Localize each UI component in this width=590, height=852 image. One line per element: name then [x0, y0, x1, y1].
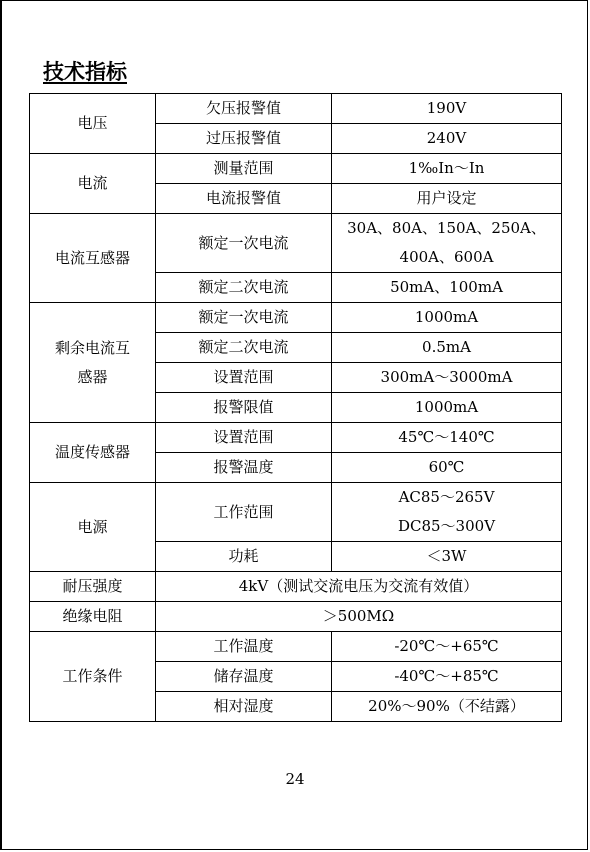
value-line: AC85～265V	[398, 488, 495, 506]
param-cell: 设置范围	[156, 363, 332, 393]
category-cell: 电源	[30, 483, 156, 572]
param-cell: 欠压报警值	[156, 94, 332, 124]
value-cell: 60℃	[332, 453, 562, 483]
param-cell: 过压报警值	[156, 124, 332, 154]
table-row	[30, 154, 562, 184]
value-cell: 240V	[332, 124, 562, 154]
value-cell	[332, 483, 562, 542]
category-cell	[30, 303, 156, 423]
category-cell: 工作条件	[30, 632, 156, 722]
value-cell: 300mA～3000mA	[332, 363, 562, 393]
value-line: 400A、600A	[399, 248, 494, 266]
value-cell: 45℃～140℃	[332, 423, 562, 453]
param-cell: 电流报警值	[156, 184, 332, 214]
param-cell: 设置范围	[156, 423, 332, 453]
param-cell: 额定二次电流	[156, 333, 332, 363]
value-cell: -40℃～+85℃	[332, 662, 562, 692]
value-cell: 50mA、100mA	[332, 273, 562, 303]
param-cell: 功耗	[156, 542, 332, 572]
value-cell: 20%～90%（不结露）	[332, 692, 562, 722]
category-cell: 电流	[30, 154, 156, 214]
category-line: 剩余电流互	[54, 338, 130, 357]
table-row	[30, 303, 562, 333]
table-row	[30, 602, 562, 632]
param-cell: 测量范围	[156, 154, 332, 184]
section-heading: 技术指标	[43, 60, 127, 84]
table-row	[30, 572, 562, 602]
param-cell: 工作范围	[156, 483, 332, 542]
param-cell: 工作温度	[156, 632, 332, 662]
param-cell: 额定一次电流	[156, 214, 332, 273]
table-row	[30, 214, 562, 273]
value-cell: 1000mA	[332, 393, 562, 423]
category-cell: 电流互感器	[30, 214, 156, 303]
category-cell: 绝缘电阻	[30, 602, 156, 632]
spec-table	[29, 93, 562, 722]
table-row	[30, 94, 562, 124]
param-cell: 报警温度	[156, 453, 332, 483]
value-line: 30A、80A、150A、250A、	[347, 219, 546, 237]
value-cell: 4kV（测试交流电压为交流有效值）	[156, 572, 562, 602]
value-cell: 1000mA	[332, 303, 562, 333]
value-line: DC85～300V	[397, 517, 496, 535]
category-cell: 电压	[30, 94, 156, 154]
param-cell: 额定二次电流	[156, 273, 332, 303]
page-number: 24	[285, 770, 305, 788]
table-row	[30, 483, 562, 542]
value-cell: ＜3W	[332, 542, 562, 572]
category-cell: 耐压强度	[30, 572, 156, 602]
value-cell: ＞500MΩ	[156, 602, 562, 632]
value-cell	[332, 214, 562, 273]
table-row	[30, 423, 562, 453]
value-cell: 0.5mA	[332, 333, 562, 363]
param-cell: 相对湿度	[156, 692, 332, 722]
category-line: 感器	[77, 367, 108, 386]
param-cell: 额定一次电流	[156, 303, 332, 333]
table-row	[30, 632, 562, 662]
value-cell: 190V	[332, 94, 562, 124]
value-cell: 用户设定	[332, 184, 562, 214]
param-cell: 报警限值	[156, 393, 332, 423]
value-cell: -20℃～+65℃	[332, 632, 562, 662]
param-cell: 储存温度	[156, 662, 332, 692]
category-cell: 温度传感器	[30, 423, 156, 483]
value-cell: 1‰In～In	[332, 154, 562, 184]
